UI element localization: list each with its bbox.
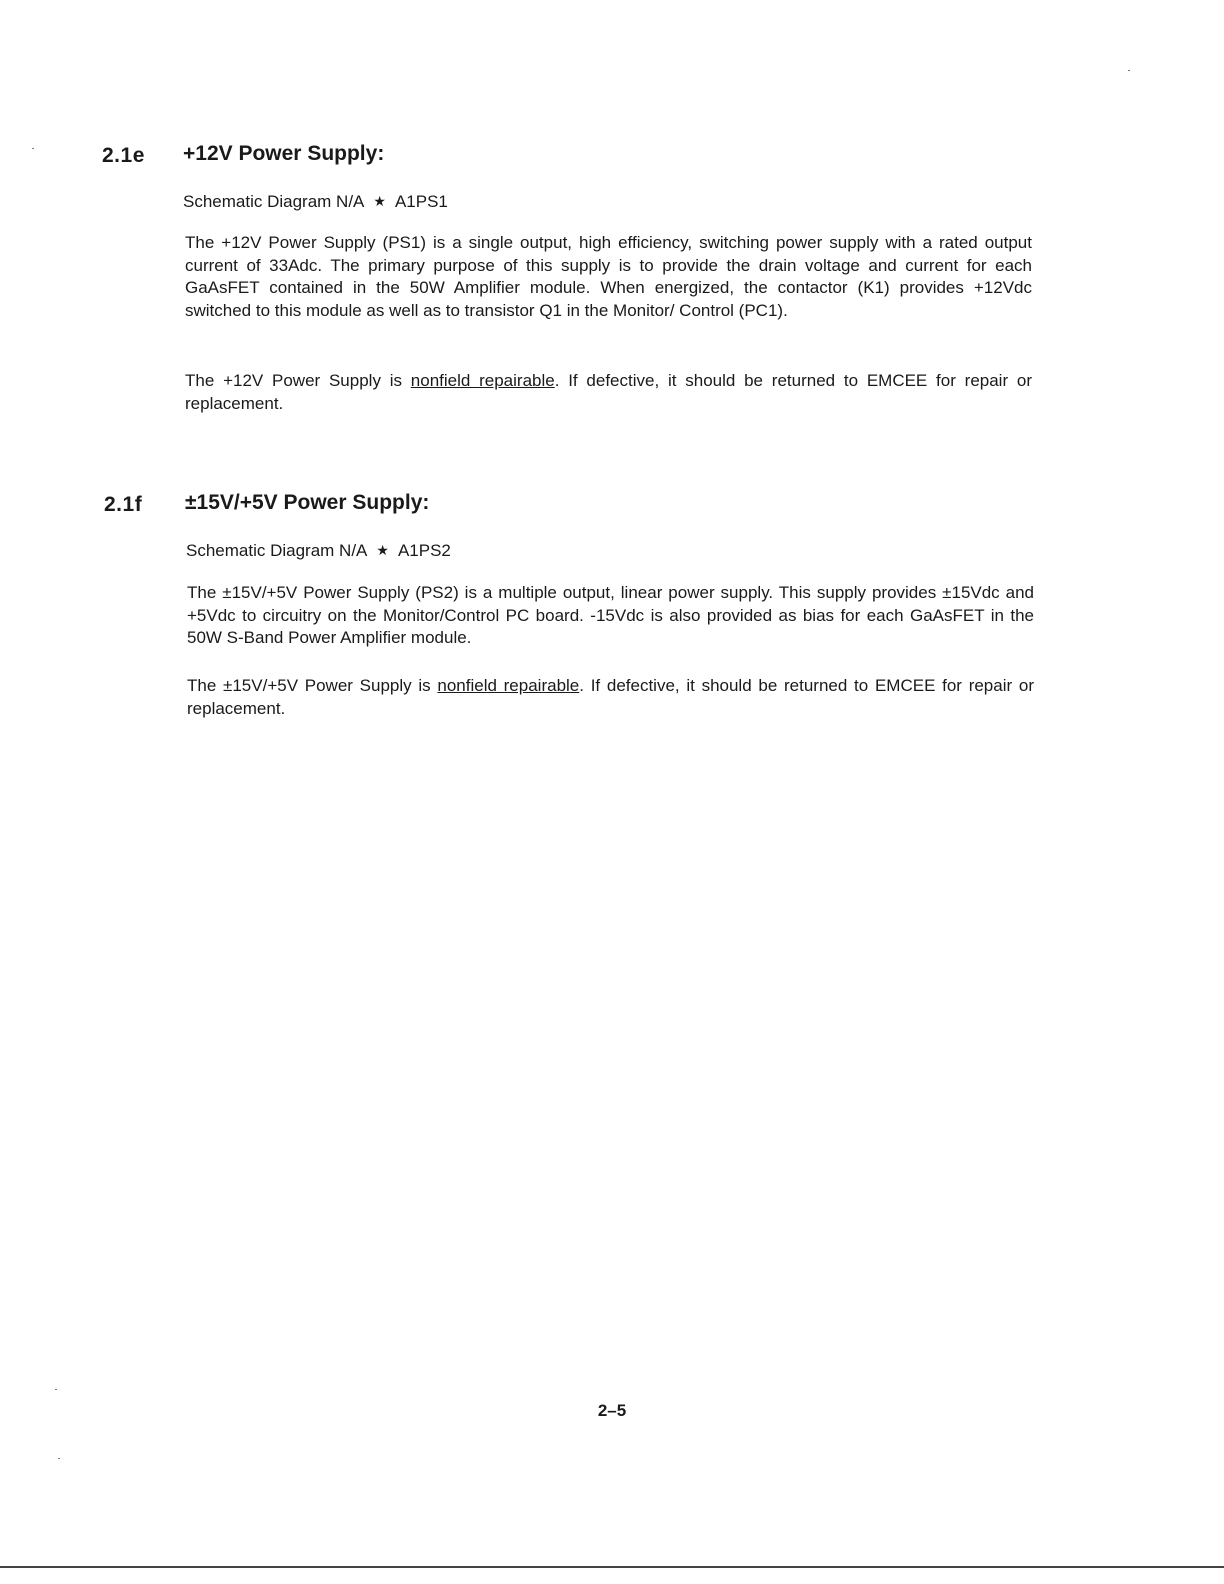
paragraph-text: The ±15V/+5V Power Supply is [187,676,438,695]
scan-speck [32,148,34,149]
page-number: 2–5 [597,1401,627,1420]
scan-speck [58,1458,60,1459]
underlined-text: nonfield repairable [437,676,580,695]
underlined-text: nonfield repairable [410,371,555,390]
scan-speck [1128,70,1130,71]
schematic-reference [186,541,451,561]
section-title: ±15V/+5V Power Supply: [185,491,430,514]
section-number: 2.1f [104,493,143,516]
section-title: +12V Power Supply: [183,142,385,165]
schematic-label: Schematic Diagram N/A [183,192,365,211]
star-icon: ★ [373,193,386,209]
scan-speck [55,1389,57,1390]
schematic-ref: A1PS1 [394,192,448,211]
paragraph-text: . If defective, it should be returned to EMCEE for repair or replacement. [185,371,1033,413]
schematic-label: Schematic Diagram N/A [186,541,368,560]
section-paragraph: The ±15V/+5V Power Supply (PS2) is a multiple output, linear power supply. This supply provides ±15Vdc and +5Vdc to circuitry on the Monitor/Control PC board. -15Vdc is also provided as bias for each GaAsFET in the 50W S-Band Power Amplifier module. [187,583,1034,647]
bottom-rule [0,1566,1224,1568]
section-paragraph [185,370,1032,415]
section-paragraph: The +12V Power Supply (PS1) is a single output, high efficiency, switching power supply with a rated output current of 33Adc. The primary purpose of this supply is to provide the drain voltage and current for each GaAsFET contained in the 50W Amplifier module. When energized, the contactor (K1) provides +12Vdc switched to this module as well as to transistor Q1 in the Monitor/ Control (PC1). [185,233,1032,320]
schematic-ref: A1PS2 [397,541,451,560]
paragraph-text: The +12V Power Supply is [185,371,411,390]
section-number: 2.1e [102,144,145,167]
schematic-reference [183,192,448,212]
paragraph-text: . If defective, it should be returned to EMCEE for repair or replacement. [187,676,1034,718]
section-paragraph [187,675,1034,720]
star-icon: ★ [376,542,389,558]
